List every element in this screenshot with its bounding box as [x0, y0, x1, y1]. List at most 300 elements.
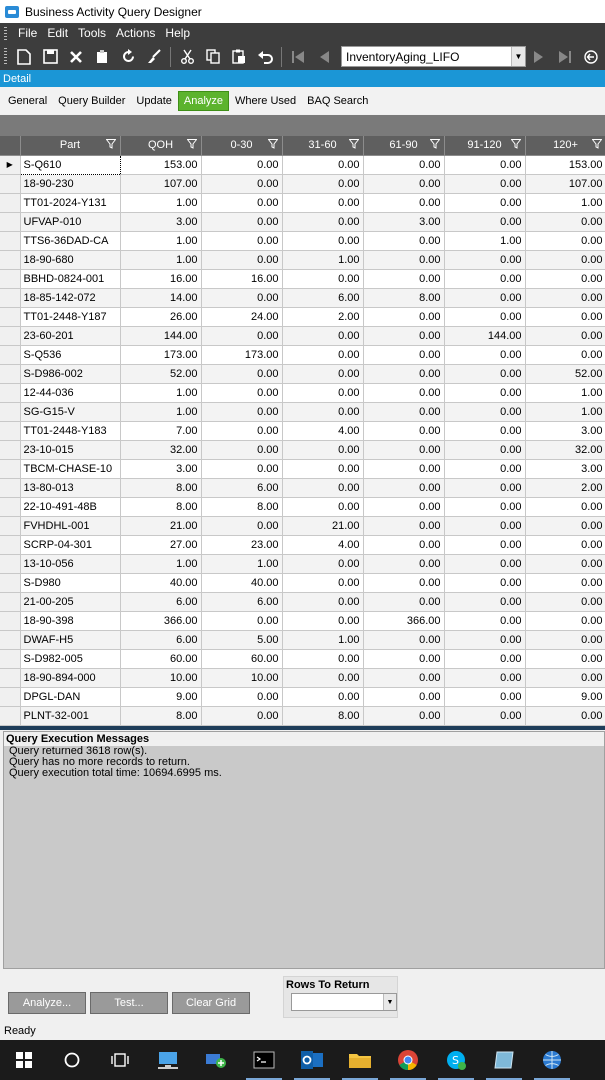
row-selector[interactable]: [0, 535, 20, 554]
value-cell[interactable]: 0.00: [201, 326, 282, 345]
part-cell[interactable]: 12-44-036: [20, 383, 120, 402]
next-record-icon[interactable]: [526, 45, 552, 69]
part-cell[interactable]: 23-10-015: [20, 440, 120, 459]
row-selector[interactable]: [0, 611, 20, 630]
table-row[interactable]: [0, 687, 605, 706]
value-cell[interactable]: 1.00: [525, 193, 605, 212]
table-row[interactable]: [0, 364, 605, 383]
part-cell[interactable]: SCRP-04-301: [20, 535, 120, 554]
value-cell[interactable]: 0.00: [363, 231, 444, 250]
value-cell[interactable]: 6.00: [201, 478, 282, 497]
previous-record-icon[interactable]: [311, 45, 337, 69]
value-cell[interactable]: 0.00: [282, 155, 363, 174]
table-row[interactable]: [0, 649, 605, 668]
part-cell[interactable]: SG-G15-V: [20, 402, 120, 421]
value-cell[interactable]: 0.00: [282, 345, 363, 364]
row-selector[interactable]: [0, 212, 20, 231]
value-cell[interactable]: 0.00: [444, 288, 525, 307]
value-cell[interactable]: 0.00: [201, 193, 282, 212]
remote-desktop-icon[interactable]: [144, 1040, 192, 1080]
value-cell[interactable]: 60.00: [120, 649, 201, 668]
column-header-61-90[interactable]: [363, 136, 444, 155]
part-cell[interactable]: TT01-2024-Y131: [20, 193, 120, 212]
row-selector[interactable]: [0, 649, 20, 668]
value-cell[interactable]: 0.00: [282, 687, 363, 706]
value-cell[interactable]: 173.00: [201, 345, 282, 364]
table-row[interactable]: [0, 516, 605, 535]
table-row[interactable]: [0, 440, 605, 459]
value-cell[interactable]: 1.00: [120, 554, 201, 573]
row-selector[interactable]: [0, 364, 20, 383]
value-cell[interactable]: 14.00: [120, 288, 201, 307]
value-cell[interactable]: 0.00: [363, 630, 444, 649]
value-cell[interactable]: 0.00: [363, 250, 444, 269]
value-cell[interactable]: 0.00: [363, 459, 444, 478]
value-cell[interactable]: 9.00: [120, 687, 201, 706]
value-cell[interactable]: 1.00: [282, 630, 363, 649]
value-cell[interactable]: 32.00: [525, 440, 605, 459]
task-view-icon[interactable]: [96, 1040, 144, 1080]
value-cell[interactable]: 0.00: [444, 174, 525, 193]
value-cell[interactable]: 0.00: [363, 174, 444, 193]
value-cell[interactable]: 0.00: [525, 269, 605, 288]
skype-icon[interactable]: [432, 1040, 480, 1080]
part-cell[interactable]: TTS6-36DAD-CA: [20, 231, 120, 250]
value-cell[interactable]: 144.00: [120, 326, 201, 345]
value-cell[interactable]: 0.00: [444, 668, 525, 687]
value-cell[interactable]: 1.00: [120, 402, 201, 421]
row-selector[interactable]: [0, 592, 20, 611]
menu-help[interactable]: Help: [165, 26, 191, 40]
value-cell[interactable]: 1.00: [282, 250, 363, 269]
row-selector[interactable]: [0, 402, 20, 421]
value-cell[interactable]: 8.00: [120, 497, 201, 516]
value-cell[interactable]: 0.00: [444, 649, 525, 668]
value-cell[interactable]: 0.00: [282, 554, 363, 573]
filter-icon[interactable]: [106, 139, 116, 152]
value-cell[interactable]: 0.00: [444, 307, 525, 326]
chevron-down-icon[interactable]: ▼: [383, 994, 396, 1010]
value-cell[interactable]: 0.00: [444, 459, 525, 478]
table-row[interactable]: [0, 402, 605, 421]
value-cell[interactable]: 0.00: [525, 307, 605, 326]
value-cell[interactable]: 1.00: [120, 383, 201, 402]
value-cell[interactable]: 0.00: [525, 535, 605, 554]
part-cell[interactable]: TT01-2448-Y183: [20, 421, 120, 440]
table-row[interactable]: [0, 326, 605, 345]
part-cell[interactable]: DPGL-DAN: [20, 687, 120, 706]
part-cell[interactable]: 18-85-142-072: [20, 288, 120, 307]
filter-icon[interactable]: [430, 139, 440, 152]
network-computer-icon[interactable]: [192, 1040, 240, 1080]
value-cell[interactable]: 0.00: [201, 383, 282, 402]
row-selector[interactable]: [0, 497, 20, 516]
tab-update[interactable]: Update: [136, 94, 172, 107]
copy-icon[interactable]: [200, 45, 226, 69]
outlook-icon[interactable]: [288, 1040, 336, 1080]
table-row[interactable]: [0, 421, 605, 440]
row-selector[interactable]: [0, 231, 20, 250]
value-cell[interactable]: 0.00: [525, 326, 605, 345]
value-cell[interactable]: 1.00: [120, 231, 201, 250]
value-cell[interactable]: 366.00: [120, 611, 201, 630]
value-cell[interactable]: 4.00: [282, 421, 363, 440]
tab-where-used[interactable]: Where Used: [235, 94, 297, 107]
search-icon[interactable]: [48, 1040, 96, 1080]
part-cell[interactable]: BBHD-0824-001: [20, 269, 120, 288]
value-cell[interactable]: 0.00: [525, 649, 605, 668]
part-cell[interactable]: PLNT-32-001: [20, 706, 120, 725]
row-selector[interactable]: [0, 554, 20, 573]
value-cell[interactable]: 0.00: [444, 345, 525, 364]
table-row[interactable]: [0, 668, 605, 687]
value-cell[interactable]: 52.00: [525, 364, 605, 383]
part-cell[interactable]: 23-60-201: [20, 326, 120, 345]
table-row[interactable]: [0, 535, 605, 554]
row-selector[interactable]: [0, 459, 20, 478]
value-cell[interactable]: 3.00: [120, 459, 201, 478]
delete-icon[interactable]: [63, 45, 89, 69]
value-cell[interactable]: 0.00: [444, 611, 525, 630]
part-cell[interactable]: S-D986-002: [20, 364, 120, 383]
value-cell[interactable]: 0.00: [282, 440, 363, 459]
value-cell[interactable]: 26.00: [120, 307, 201, 326]
value-cell[interactable]: 6.00: [201, 592, 282, 611]
rows-to-return-select[interactable]: [291, 993, 397, 1011]
part-cell[interactable]: S-Q610: [20, 155, 120, 174]
value-cell[interactable]: 0.00: [363, 307, 444, 326]
part-cell[interactable]: 18-90-230: [20, 174, 120, 193]
tab-general[interactable]: General: [8, 94, 48, 107]
value-cell[interactable]: 0.00: [444, 516, 525, 535]
filter-icon[interactable]: [349, 139, 359, 152]
value-cell[interactable]: 0.00: [525, 706, 605, 725]
part-cell[interactable]: TT01-2448-Y187: [20, 307, 120, 326]
row-selector[interactable]: [0, 269, 20, 288]
value-cell[interactable]: 0.00: [363, 497, 444, 516]
value-cell[interactable]: 107.00: [120, 174, 201, 193]
value-cell[interactable]: 0.00: [444, 383, 525, 402]
value-cell[interactable]: 0.00: [201, 288, 282, 307]
value-cell[interactable]: 0.00: [444, 402, 525, 421]
row-selector[interactable]: ▶: [0, 155, 20, 174]
row-selector[interactable]: [0, 193, 20, 212]
value-cell[interactable]: 0.00: [201, 250, 282, 269]
table-row[interactable]: [0, 706, 605, 725]
value-cell[interactable]: 5.00: [201, 630, 282, 649]
value-cell[interactable]: 0.00: [444, 497, 525, 516]
value-cell[interactable]: 0.00: [282, 231, 363, 250]
value-cell[interactable]: 0.00: [282, 573, 363, 592]
value-cell[interactable]: 0.00: [444, 269, 525, 288]
filter-icon[interactable]: [187, 139, 197, 152]
menu-edit[interactable]: Edit: [47, 26, 69, 40]
value-cell[interactable]: 3.00: [525, 459, 605, 478]
value-cell[interactable]: 0.00: [201, 687, 282, 706]
part-cell[interactable]: S-D982-005: [20, 649, 120, 668]
row-selector[interactable]: [0, 307, 20, 326]
value-cell[interactable]: 0.00: [444, 364, 525, 383]
value-cell[interactable]: 9.00: [525, 687, 605, 706]
value-cell[interactable]: 0.00: [444, 478, 525, 497]
value-cell[interactable]: 1.00: [120, 250, 201, 269]
row-selector[interactable]: [0, 326, 20, 345]
value-cell[interactable]: 0.00: [282, 592, 363, 611]
part-cell[interactable]: 18-90-398: [20, 611, 120, 630]
value-cell[interactable]: 0.00: [282, 497, 363, 516]
value-cell[interactable]: 0.00: [363, 345, 444, 364]
value-cell[interactable]: 0.00: [363, 364, 444, 383]
value-cell[interactable]: 0.00: [363, 554, 444, 573]
globe-icon[interactable]: [528, 1040, 576, 1080]
value-cell[interactable]: 21.00: [120, 516, 201, 535]
value-cell[interactable]: 0.00: [525, 231, 605, 250]
value-cell[interactable]: 1.00: [201, 554, 282, 573]
value-cell[interactable]: 0.00: [282, 402, 363, 421]
value-cell[interactable]: 0.00: [363, 193, 444, 212]
value-cell[interactable]: 0.00: [201, 174, 282, 193]
row-selector[interactable]: [0, 668, 20, 687]
value-cell[interactable]: 0.00: [282, 269, 363, 288]
value-cell[interactable]: 153.00: [525, 155, 605, 174]
value-cell[interactable]: 3.00: [120, 212, 201, 231]
filter-icon[interactable]: [592, 139, 602, 152]
value-cell[interactable]: 0.00: [201, 459, 282, 478]
exit-icon[interactable]: [578, 45, 604, 69]
value-cell[interactable]: 366.00: [363, 611, 444, 630]
value-cell[interactable]: 23.00: [201, 535, 282, 554]
value-cell[interactable]: 0.00: [282, 383, 363, 402]
value-cell[interactable]: 10.00: [201, 668, 282, 687]
clear-icon[interactable]: [141, 45, 167, 69]
table-row[interactable]: [0, 307, 605, 326]
value-cell[interactable]: 6.00: [120, 630, 201, 649]
value-cell[interactable]: 0.00: [444, 687, 525, 706]
table-row[interactable]: [0, 250, 605, 269]
test-button[interactable]: Test...: [90, 992, 168, 1014]
value-cell[interactable]: 0.00: [363, 383, 444, 402]
clear-grid-button[interactable]: Clear Grid: [172, 992, 250, 1014]
table-row[interactable]: [0, 155, 605, 174]
value-cell[interactable]: 8.00: [201, 497, 282, 516]
value-cell[interactable]: 8.00: [120, 706, 201, 725]
value-cell[interactable]: 0.00: [201, 421, 282, 440]
value-cell[interactable]: 0.00: [444, 554, 525, 573]
cut-icon[interactable]: [174, 45, 200, 69]
value-cell[interactable]: 0.00: [282, 611, 363, 630]
value-cell[interactable]: 8.00: [363, 288, 444, 307]
value-cell[interactable]: 144.00: [444, 326, 525, 345]
row-selector[interactable]: [0, 345, 20, 364]
value-cell[interactable]: 0.00: [525, 630, 605, 649]
value-cell[interactable]: 0.00: [525, 212, 605, 231]
value-cell[interactable]: 0.00: [363, 402, 444, 421]
column-header-qoh[interactable]: [120, 136, 201, 155]
value-cell[interactable]: 153.00: [120, 155, 201, 174]
row-selector[interactable]: [0, 687, 20, 706]
table-row[interactable]: [0, 459, 605, 478]
value-cell[interactable]: 0.00: [363, 573, 444, 592]
value-cell[interactable]: 0.00: [363, 326, 444, 345]
value-cell[interactable]: 0.00: [363, 535, 444, 554]
value-cell[interactable]: 0.00: [444, 421, 525, 440]
new-icon[interactable]: [11, 45, 37, 69]
refresh-icon[interactable]: [115, 45, 141, 69]
file-explorer-icon[interactable]: [336, 1040, 384, 1080]
value-cell[interactable]: 0.00: [363, 516, 444, 535]
value-cell[interactable]: 0.00: [525, 592, 605, 611]
value-cell[interactable]: 0.00: [525, 668, 605, 687]
value-cell[interactable]: 0.00: [201, 440, 282, 459]
row-selector[interactable]: [0, 478, 20, 497]
value-cell[interactable]: 8.00: [282, 706, 363, 725]
first-record-icon[interactable]: [285, 45, 311, 69]
table-row[interactable]: [0, 269, 605, 288]
chevron-down-icon[interactable]: ▼: [511, 47, 525, 66]
menu-tools[interactable]: Tools: [78, 26, 107, 40]
column-header-31-60[interactable]: [282, 136, 363, 155]
value-cell[interactable]: 0.00: [444, 212, 525, 231]
table-row[interactable]: [0, 174, 605, 193]
table-row[interactable]: [0, 478, 605, 497]
part-cell[interactable]: 18-90-894-000: [20, 668, 120, 687]
value-cell[interactable]: 0.00: [201, 364, 282, 383]
table-row[interactable]: [0, 193, 605, 212]
value-cell[interactable]: 0.00: [201, 516, 282, 535]
chrome-icon[interactable]: [384, 1040, 432, 1080]
value-cell[interactable]: 0.00: [282, 212, 363, 231]
application-icon[interactable]: [480, 1040, 528, 1080]
value-cell[interactable]: 0.00: [444, 630, 525, 649]
last-record-icon[interactable]: [552, 45, 578, 69]
value-cell[interactable]: 3.00: [525, 421, 605, 440]
attachment-icon[interactable]: [89, 45, 115, 69]
value-cell[interactable]: 0.00: [363, 478, 444, 497]
value-cell[interactable]: 7.00: [120, 421, 201, 440]
filter-icon[interactable]: [511, 139, 521, 152]
value-cell[interactable]: 0.00: [201, 212, 282, 231]
value-cell[interactable]: 52.00: [120, 364, 201, 383]
value-cell[interactable]: 107.00: [525, 174, 605, 193]
value-cell[interactable]: 60.00: [201, 649, 282, 668]
value-cell[interactable]: 0.00: [444, 193, 525, 212]
table-row[interactable]: [0, 212, 605, 231]
value-cell[interactable]: 0.00: [363, 269, 444, 288]
value-cell[interactable]: 0.00: [525, 250, 605, 269]
value-cell[interactable]: 40.00: [201, 573, 282, 592]
row-selector[interactable]: [0, 288, 20, 307]
table-row[interactable]: [0, 573, 605, 592]
value-cell[interactable]: 0.00: [444, 535, 525, 554]
value-cell[interactable]: 2.00: [525, 478, 605, 497]
value-cell[interactable]: 40.00: [120, 573, 201, 592]
table-row[interactable]: [0, 288, 605, 307]
menu-file[interactable]: File: [18, 26, 38, 40]
value-cell[interactable]: 8.00: [120, 478, 201, 497]
row-selector[interactable]: [0, 440, 20, 459]
value-cell[interactable]: 6.00: [120, 592, 201, 611]
row-selector[interactable]: [0, 573, 20, 592]
value-cell[interactable]: 1.00: [444, 231, 525, 250]
part-cell[interactable]: 21-00-205: [20, 592, 120, 611]
row-selector[interactable]: [0, 383, 20, 402]
value-cell[interactable]: 0.00: [201, 231, 282, 250]
column-header-91-120[interactable]: [444, 136, 525, 155]
part-cell[interactable]: UFVAP-010: [20, 212, 120, 231]
table-row[interactable]: [0, 345, 605, 364]
value-cell[interactable]: 0.00: [525, 288, 605, 307]
part-cell[interactable]: TBCM-CHASE-10: [20, 459, 120, 478]
column-header-0-30[interactable]: [201, 136, 282, 155]
value-cell[interactable]: 0.00: [282, 364, 363, 383]
value-cell[interactable]: 0.00: [444, 440, 525, 459]
column-header-120-[interactable]: [525, 136, 605, 155]
save-icon[interactable]: [37, 45, 63, 69]
value-cell[interactable]: 0.00: [363, 706, 444, 725]
value-cell[interactable]: 24.00: [201, 307, 282, 326]
value-cell[interactable]: 0.00: [201, 402, 282, 421]
part-cell[interactable]: DWAF-H5: [20, 630, 120, 649]
part-cell[interactable]: 13-10-056: [20, 554, 120, 573]
value-cell[interactable]: 10.00: [120, 668, 201, 687]
value-cell[interactable]: 0.00: [363, 668, 444, 687]
value-cell[interactable]: 16.00: [201, 269, 282, 288]
value-cell[interactable]: 0.00: [444, 155, 525, 174]
value-cell[interactable]: 32.00: [120, 440, 201, 459]
part-cell[interactable]: 18-90-680: [20, 250, 120, 269]
value-cell[interactable]: 0.00: [282, 193, 363, 212]
value-cell[interactable]: 16.00: [120, 269, 201, 288]
value-cell[interactable]: 0.00: [282, 174, 363, 193]
value-cell[interactable]: 1.00: [525, 383, 605, 402]
value-cell[interactable]: 0.00: [444, 592, 525, 611]
value-cell[interactable]: 0.00: [201, 155, 282, 174]
value-cell[interactable]: 0.00: [282, 649, 363, 668]
value-cell[interactable]: 0.00: [363, 592, 444, 611]
value-cell[interactable]: 0.00: [444, 573, 525, 592]
command-prompt-icon[interactable]: [240, 1040, 288, 1080]
part-cell[interactable]: S-Q536: [20, 345, 120, 364]
table-row[interactable]: [0, 497, 605, 516]
row-selector[interactable]: [0, 516, 20, 535]
table-row[interactable]: [0, 383, 605, 402]
tab-query-builder[interactable]: Query Builder: [58, 94, 126, 107]
row-selector[interactable]: [0, 630, 20, 649]
part-cell[interactable]: 13-80-013: [20, 478, 120, 497]
value-cell[interactable]: 0.00: [363, 687, 444, 706]
value-cell[interactable]: 1.00: [120, 193, 201, 212]
undo-icon[interactable]: [252, 45, 278, 69]
windows-start-icon[interactable]: [0, 1040, 48, 1080]
value-cell[interactable]: 0.00: [444, 250, 525, 269]
analyze-button[interactable]: Analyze...: [8, 992, 86, 1014]
value-cell[interactable]: 21.00: [282, 516, 363, 535]
table-row[interactable]: [0, 554, 605, 573]
value-cell[interactable]: 0.00: [444, 706, 525, 725]
value-cell[interactable]: 27.00: [120, 535, 201, 554]
row-selector[interactable]: [0, 250, 20, 269]
table-row[interactable]: [0, 231, 605, 250]
value-cell[interactable]: 0.00: [282, 478, 363, 497]
baq-id-combo[interactable]: [341, 46, 526, 67]
value-cell[interactable]: 0.00: [525, 516, 605, 535]
table-row[interactable]: [0, 611, 605, 630]
table-row[interactable]: [0, 630, 605, 649]
value-cell[interactable]: 6.00: [282, 288, 363, 307]
value-cell[interactable]: 0.00: [363, 421, 444, 440]
column-header-part[interactable]: [20, 136, 120, 155]
value-cell[interactable]: 0.00: [363, 649, 444, 668]
